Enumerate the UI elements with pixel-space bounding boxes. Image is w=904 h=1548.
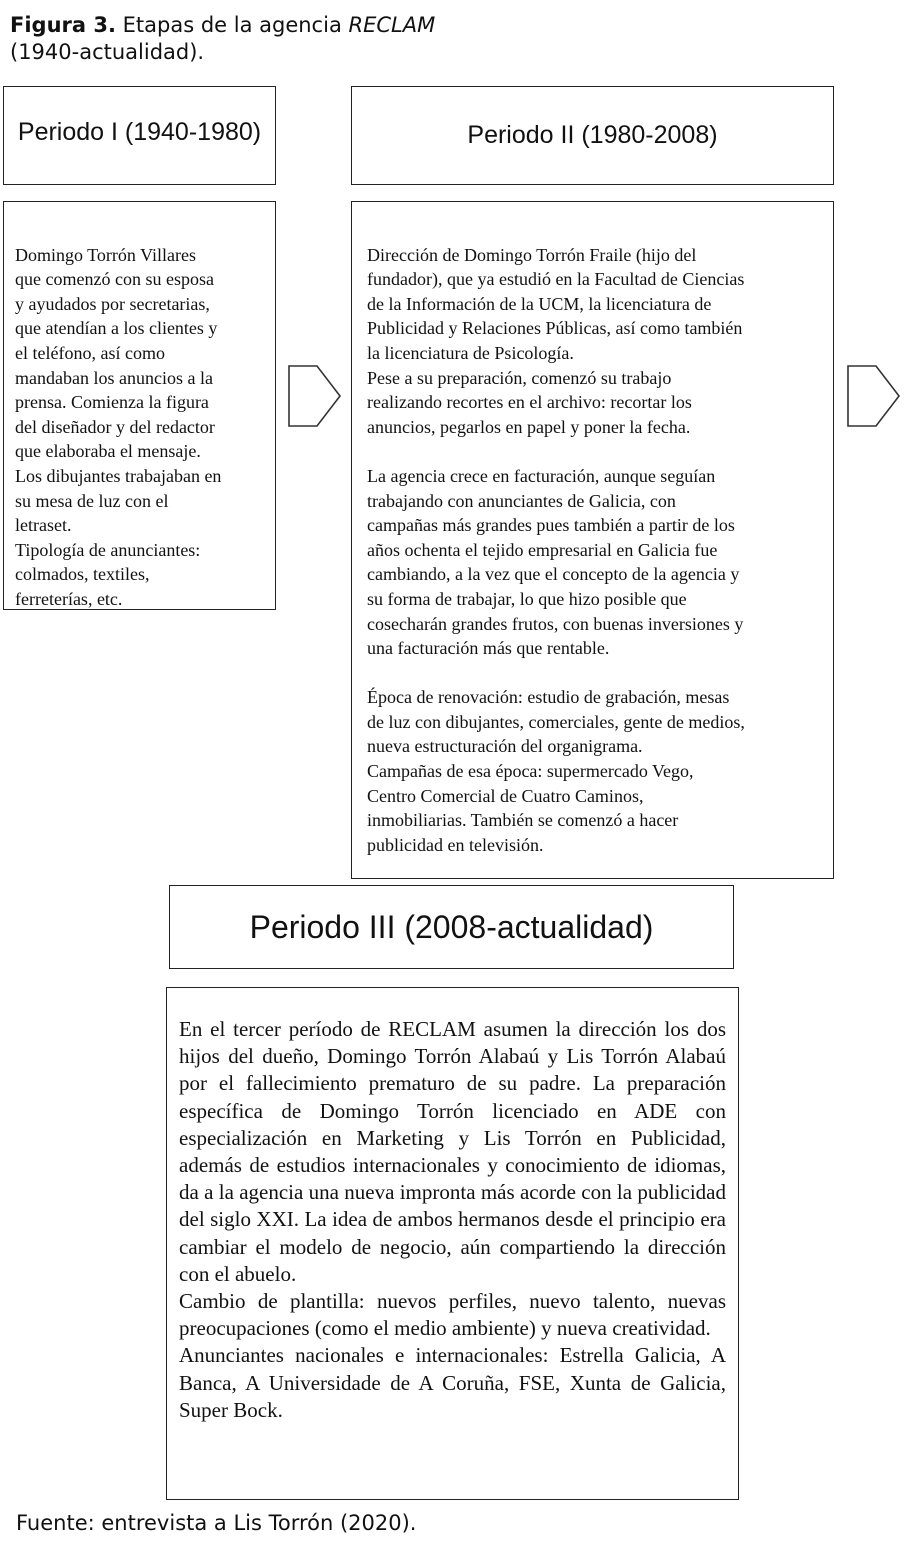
period-1-description-box [3,201,276,610]
caption-line-1 [10,12,435,39]
caption-title-prefix: Etapas de la agencia [115,13,349,37]
figure-source: Fuente: entrevista a Lis Torrón (2020). [16,1511,417,1535]
period-3-paragraph: Cambio de plantilla: nuevos perfiles, nuevo talento, nuevas preocupaciones (como el medio ambiente) y nueva creatividad. [179,1289,726,1341]
period-3-heading-box [169,885,734,969]
arrow-right-icon [287,364,343,428]
period-1-heading-box [3,86,276,185]
figure-label: Figura 3. [10,13,116,37]
period-2-heading: Periodo II (1980-2008) [467,121,718,149]
period-2-description-box [351,201,834,879]
period-3-heading: Periodo III (2008-actualidad) [249,908,654,945]
period-3-paragraph: Anunciantes nacionales e internacionales: Estrella Galicia, A Banca, A Universidade de A Coruña, FSE, Xunta de Galicia, Super Bock. [179,1343,726,1422]
period-1-heading: Periodo I (1940-1980) [17,118,262,146]
caption-title-agency: RECLAM [348,13,436,37]
period-2-description: Dirección de Domingo Torrón Fraile (hijo del fundador), que ya estudió en la Facultad de Ciencias de la Información de la UCM, la licenciatura de Publicidad y Relaciones Públicas, así como también la licenciatura de Psicología. Pese a su preparación, comenzó su trabajo realizando recortes en el archivo: recortar los anuncios, pegarlos en papel y poner la fecha. La agencia crece en facturación, aunque seguían trabajando con anunciantes de Galicia, con campañas más grandes pues también a partir de los años ochenta el tejido empresarial en Galicia fue cambiando, a la vez que el concepto de la agencia y su forma de trabajar, lo que hizo posible que cosecharán grandes frutos, con buenas inversiones y una facturación más que rentable. Época de renovación: estudio de grabación, mesas de luz con dibujantes, comerciales, gente de medios, nueva estructuración del organigrama. Campañas de esa época: supermercado Vego, Centro Comercial de Cuatro Caminos, inmobiliarias. También se comenzó a hacer publicidad en televisión. [367,244,745,855]
arrow-right-icon [846,364,902,428]
period-3-description-box [166,987,739,1500]
period-2-heading-box [351,86,834,185]
figure-caption [10,12,435,66]
caption-line-2: (1940-actualidad). [10,40,205,64]
period-3-paragraph: En el tercer período de RECLAM asumen la dirección los dos hijos del dueño, Domingo Torrón Alabaú y Lis Torrón Alabaú por el fallecimiento prematuro de su padre. La preparación específica de Domingo Torrón licenciado en ADE con especialización en Marketing y Lis Torrón en Publicidad, además de estudios internacionales y conocimiento de idiomas, da a la agencia una nueva impronta más acorde con la publicidad del siglo XXI. La idea de ambos hermanos desde el principio era cambiar el modelo de negocio, aún compartiendo la dirección con el abuelo. [179,1017,726,1286]
period-1-description: Domingo Torrón Villares que comenzó con su esposa y ayudados por secretarias, que atendían a los clientes y el teléfono, así como mandaban los anuncios a la prensa. Comienza la figura del diseñador y del redactor que elaboraba el mensaje. Los dibujantes trabajaban en su mesa de luz con el letraset. Tipología de anunciantes: colmados, textiles, ferreterías, etc. [15,244,222,609]
